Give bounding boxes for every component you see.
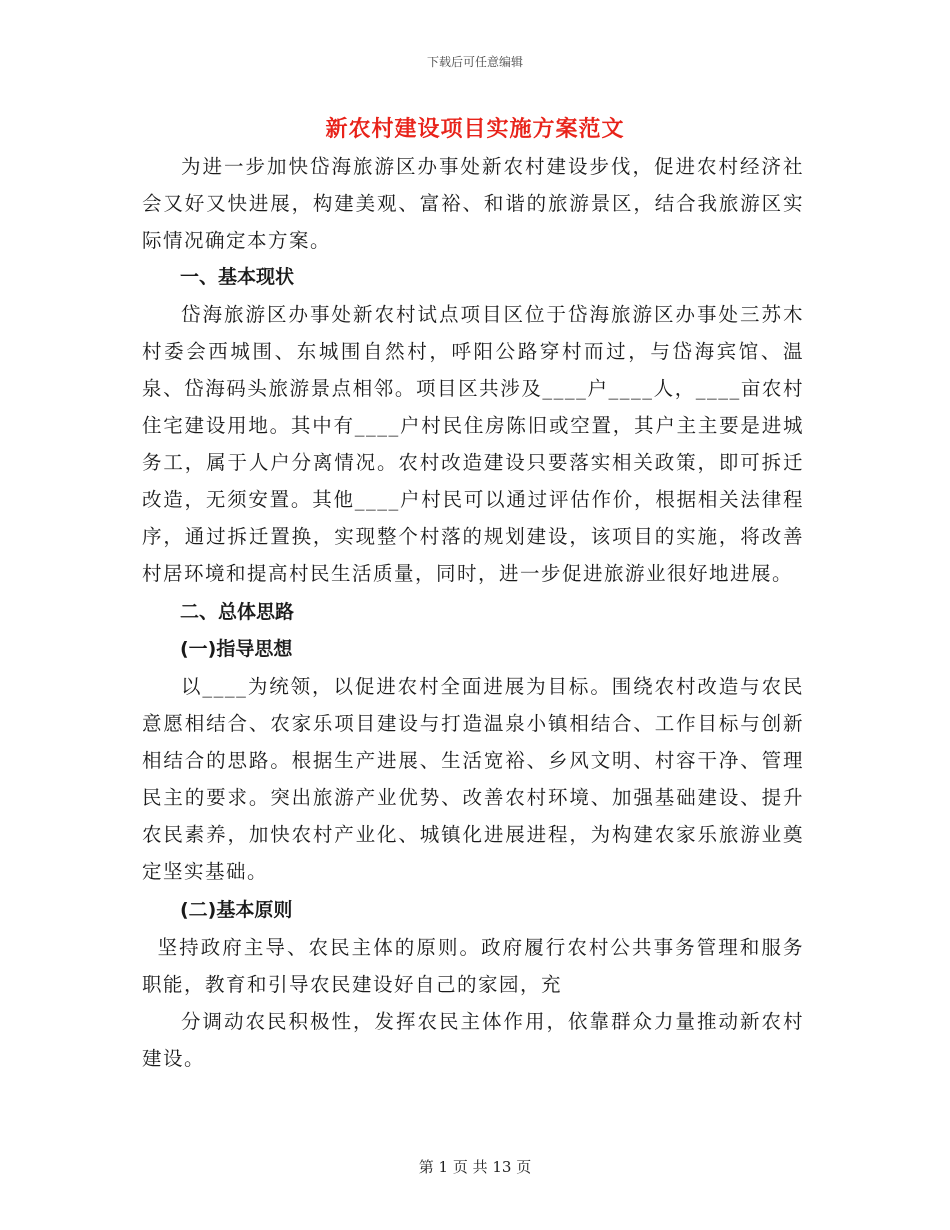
subsection2-heading: (二)基本原则 (180, 899, 293, 921)
intro-paragraph: 为进一步加快岱海旅游区办事处新农村建设步伐，促进农村经济社会又好又快进展，构建美观、富裕、和谐的旅游景区，结合我旅游区实际情况确定本方案。 (142, 155, 804, 252)
subsection1-paragraph: 以____为统领，以促进农村全面进展为目标。围绕农村改造与农民意愿相结合、农家乐项目建设与打造温泉小镇相结合、工作目标与创新相结合的思路。根据生产进展、生活宽裕、乡风文明、村容干净、管理民主的要求。突出旅游产业优势、改善农村环境、加强基础建设、提升农民素养，加快农村产业化、城镇化进展进程，为构建农家乐旅游业奠定坚实基础。 (142, 675, 804, 883)
section1-heading: 一、基本现状 (180, 266, 295, 288)
subsection2-paragraph-2: 分调动农民积极性，发挥农民主体作用，依靠群众力量推动新农村建设。 (142, 1010, 804, 1070)
page-header-note: 下载后可任意编辑 (426, 55, 523, 69)
page-number-footer: 第 1 页 共 13 页 (418, 1158, 532, 1176)
document-body (142, 148, 804, 1077)
subsection2-paragraph-1: 坚持政府主导、农民主体的原则。政府履行农村公共事务管理和服务职能，教育和引导农民建设好自己的家园，充 (142, 936, 804, 996)
subsection1-heading: (一)指导思想 (180, 638, 293, 660)
section2-heading: 二、总体思路 (180, 601, 295, 623)
document-title: 新农村建设项目实施方案范文 (325, 116, 625, 142)
section1-paragraph: 岱海旅游区办事处新农村试点项目区位于岱海旅游区办事处三苏木村委会西城围、东城围自然村，呼阳公路穿村而过，与岱海宾馆、温泉、岱海码头旅游景点相邻。项目区共涉及____户____人，____亩农村住宅建设用地。其中有____户村民住房陈旧或空置，其户主主要是进城务工，属于人户分离情况。农村改造建设只要落实相关政策，即可拆迁改造，无须安置。其他____户村民可以通过评估作价，根据相关法律程序，通过拆迁置换，实现整个村落的规划建设，该项目的实施，将改善村居环境和提高村民生活质量，同时，进一步促进旅游业很好地进展。 (142, 303, 804, 585)
